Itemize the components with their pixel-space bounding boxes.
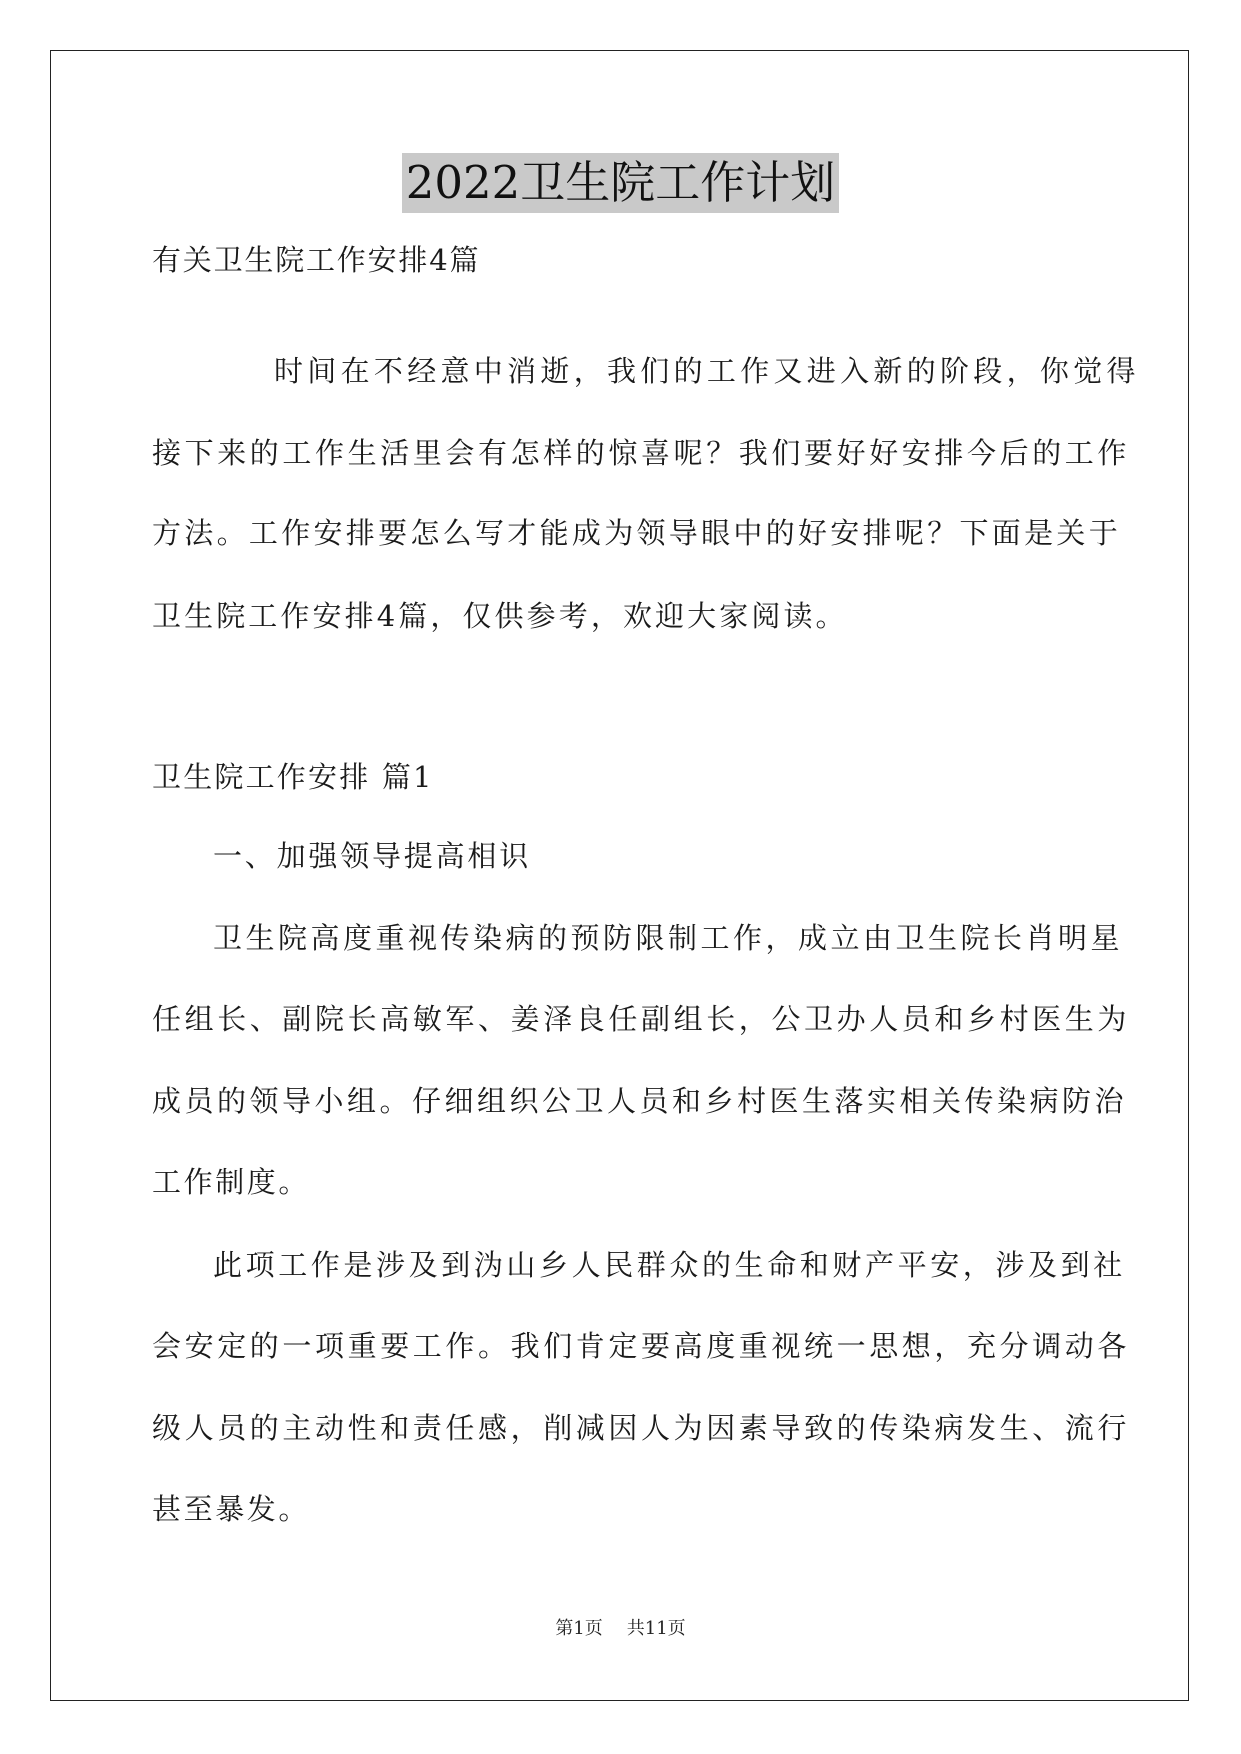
paragraph-1-line-3: 成员的领导小组。仔细组织公卫人员和乡村医生落实相关传染病防治 bbox=[152, 1084, 1128, 1118]
paragraph-2-line-3: 级人员的主动性和责任感，削减因人为因素导致的传染病发生、流行 bbox=[152, 1411, 1131, 1445]
document-title: 2022卫生院工作计划 bbox=[402, 153, 840, 213]
intro-line-4: 卫生院工作安排4篇，仅供参考，欢迎大家阅读。 bbox=[152, 599, 848, 633]
subheading: 一、加强领导提高相识 bbox=[213, 839, 532, 873]
intro-line-1: 时间在不经意中消逝，我们的工作又进入新的阶段，你觉得 bbox=[274, 354, 1140, 388]
paragraph-2-line-2: 会安定的一项重要工作。我们肯定要高度重视统一思想，充分调动各 bbox=[152, 1329, 1131, 1363]
intro-line-2: 接下来的工作生活里会有怎样的惊喜呢？我们要好好安排今后的工作 bbox=[152, 436, 1131, 470]
page-number: 第1页 bbox=[555, 1618, 603, 1639]
intro-line-3: 方法。工作安排要怎么写才能成为领导眼中的好安排呢？下面是关于 bbox=[152, 516, 1122, 550]
document-subtitle: 有关卫生院工作安排4篇 bbox=[152, 243, 481, 277]
title-container bbox=[0, 153, 1241, 213]
paragraph-1-line-1: 卫生院高度重视传染病的预防限制工作，成立由卫生院长肖明星 bbox=[213, 921, 1124, 955]
section-heading: 卫生院工作安排 篇1 bbox=[152, 760, 434, 794]
paragraph-1-line-4: 工作制度。 bbox=[152, 1165, 311, 1199]
paragraph-2-line-1: 此项工作是涉及到沩山乡人民群众的生命和财产平安，涉及到社 bbox=[213, 1248, 1126, 1282]
page-footer bbox=[0, 1617, 1241, 1641]
paragraph-1-line-2: 任组长、副院长高敏军、姜泽良任副组长，公卫办人员和乡村医生为 bbox=[152, 1002, 1131, 1036]
page-total: 共11页 bbox=[626, 1618, 686, 1639]
paragraph-2-line-4: 甚至暴发。 bbox=[152, 1492, 311, 1526]
